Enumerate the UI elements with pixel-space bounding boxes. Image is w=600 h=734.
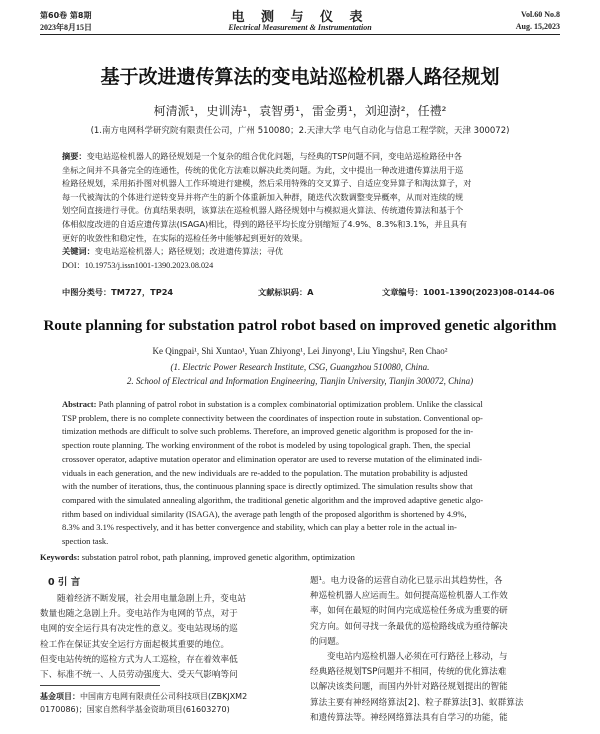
journal-name: 电 测 与 仪 表 [231,10,369,25]
header-date-en: Aug. 15,2023 [515,22,560,31]
doi: DOI：10.19753/j.issn1001-1390.2023.08.024 [62,260,214,270]
chinese-authors: 柯清派¹，史训涛¹，袁智勇¹，雷金勇¹，刘迎澍²，任禮² [153,104,447,118]
body-left-column [40,592,296,683]
keywords-en: substation patrol robot, path planning, improved genetic algorithm, optimization [81,552,355,562]
body-line: 经典路径规划TSP问题并不相同，传统的优化算法难 [310,667,507,678]
abstract-line: 划空间直接进行寻优。仿真结果表明，该算法在巡检机器人路径规划中与模拟退火算法、传统遗传算法和基于个 [62,205,464,216]
body-line: 电网的安全运行具有决定性的意义。变电站现场的巡 [40,624,238,635]
header-volume: 第60卷 第8期 [40,11,92,20]
header-rule [40,34,560,35]
body-line: 题¹。电力设备的运营自动化已显示出其趋势性，各 [310,576,503,586]
body-right-column [310,574,562,726]
abstract-line: 更好的收敛性和稳定性，在实际的巡检任务中能够起到更好的效果。 [62,232,308,243]
body-line: 变电站内巡检机器人必须在可行路径上移动，与 [327,652,508,663]
chinese-title: 基于改进遗传算法的变电站巡检机器人路径规划 [100,66,500,88]
body-line: 随着经济不断发展，社会用电量急剧上升，变电站 [57,594,247,604]
abstract-line: rithm based on individual similarity (ISAGA), the average path length of the proposed algorithm is shortened by 4.9%, [62,508,467,519]
abstract-line: compared with the simulated annealing algorithm, the traditional genetic algorithm and the improved adaptive genetic algo- [62,494,484,505]
english-affiliation-1: (1. Electric Power Research Institute, CSG, Guangzhou 510080, China. [170,362,430,372]
english-title: Route planning for substation patrol robot based on improved genetic algorithm [43,318,557,334]
abstract-line: 坐标之间并不具备完全的连通性，传统的优化方法难以解决此类问题。为此，文中提出一种改进遗传算法用于巡 [62,164,464,175]
body-line: 下、标准不统一、人员劳动强度大、受天气影响等问 [40,670,238,681]
funding-line: 中国南方电网有限责任公司科技项目(ZBKJXM2 [80,692,248,701]
header-date: 2023年8月15日 [40,23,92,32]
body-line: 检工作在保证其安全运行方面起极其重要的地位。 [40,639,230,650]
abstract-line: Path planning of patrol robot in substation is a complex combinatorial optimization problem. Unlike the classical [98,399,483,409]
abstract-line: spection route planning. The working environment of the robot is modeled by using topological graph. Then, the special [62,440,471,451]
section-heading: 0 引 言 [48,577,81,588]
english-authors: Ke Qingpai¹, Shi Xuntao¹, Yuan Zhiyong¹, Lei Jinyong¹, Liu Yingshu², Ren Chao² [152,346,448,356]
abstract-label: 摘要： [62,151,87,161]
journal-english-name: Electrical Measurement & Instrumentation [228,23,372,32]
keywords-label-en: Keywords: [40,552,80,562]
body-line: 究方向。如何寻找一条最优的巡检路线成为亟待解决 [310,621,508,632]
chinese-affiliation: (1.南方电网科学研究院有限责任公司，广州 510080；2.天津大学 电气自动化与信息工程学院，天津 300072) [90,126,510,136]
english-affiliation-2: 2. School of Electrical and Information Engineering, Tianjin University, Tianjin 300072, China) [126,376,474,386]
body-line: 和遗传算法等。神经网络算法具有自学习的功能，能 [310,712,508,723]
chinese-abstract [62,150,540,272]
abstract-line: spection task. [62,536,109,547]
article-number: 文章编号：1001-1390(2023)08-0144-06 [382,287,555,297]
body-line: 数量也随之急剧上升。变电站作为电网的节点，对于 [40,609,238,620]
abstract-line: crossover operator, adaptive mutation operator and elimination operator are used to reverse mutation of the eliminated indi- [62,453,483,464]
abstract-line: 8.3% and 3.1% respectively, and it has better convergence and stability, which can play a better role in the actual in- [62,522,457,533]
body-line: 但变电站传统的巡检方式为人工巡检，存在着效率低 [40,654,238,665]
funding-label: 基金项目： [40,692,80,701]
funding-note [40,690,296,716]
document-code: 文献标识码：A [258,287,314,297]
abstract-line: 变电站巡检机器人的路径规划是一个复杂的组合优化问题，与经典的TSP问题不同，变电站巡检路径中各 [86,151,462,161]
abstract-line: timization methods are difficult to solve such problems. Therefore, an improved genetic algorithm is proposed for the in- [62,426,474,437]
abstract-line: with the number of iterations, thus, the continuous planning space is directly optimized. The simulation results show that [62,481,473,492]
abstract-line: TSP problem, there is no complete connectivity between the coordinates of inspection route in substation. Conventional op- [62,412,483,423]
body-line: 率，如何在最短的时间内完成巡检任务成为重要的研 [310,606,508,617]
abstract-line: 体相似度改进的自适应遗传算法(ISAGA)相比，得到的路径平均长度分别缩短了4.9%、8.3%和3.1%，并且具有 [62,218,468,229]
body-line: 的问题。 [310,636,345,647]
keywords: 变电站巡检机器人；路径规划；改进遗传算法；寻优 [94,246,284,257]
body-line: 算法主要有神经网络算法[2]、粒子群算法[3]、蚁群算法 [310,697,524,708]
header-volume-en: Vol.60 No.8 [520,10,560,19]
abstract-line: 检路径规划，采用拓扑图对机器人工作环境进行建模，然后采用特殊的交叉算子、自适应变异算子和淘汰算子，对 [62,178,472,189]
english-keywords [40,552,560,562]
abstract-line: viduals in each generation, and the new individuals are re-added to the population. The mutation probability is adjusted [62,467,468,478]
keywords-label: 关键词： [62,246,95,257]
body-line: 种巡检机器人应运而生。如何提高巡检机器人工作效 [310,591,508,602]
abstract-label-en: Abstract: [62,399,97,409]
clc-number: 中图分类号：TM727，TP24 [62,287,174,297]
funding-line: 0170086)；国家自然科学基金资助项目(61603270) [40,705,230,714]
body-line: 以解决该类问题，而国内外针对路径规划提出的智能 [310,682,508,693]
english-abstract [62,398,540,549]
footnote-rule [40,685,160,686]
abstract-line: 每一代被淘汰的个体进行逆转变异并将产生的新个体重新加入种群，随迭代次数调整变异概率，从而对连续的规 [62,191,464,202]
